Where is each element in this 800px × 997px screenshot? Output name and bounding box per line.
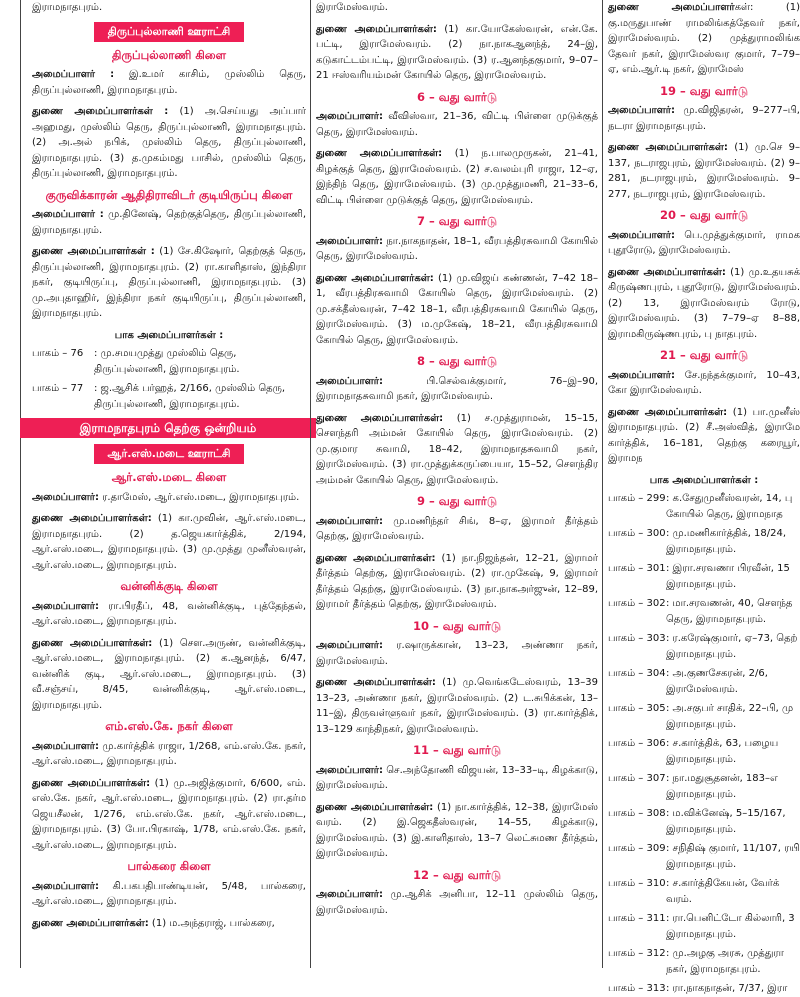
- column-3: [608, 0, 800, 994]
- entry-paragraph: [316, 887, 598, 918]
- role-label: துணை அமைப்பாளர்கள் :: [32, 106, 169, 117]
- entry-paragraph: [608, 405, 800, 467]
- branch-heading: திருப்புல்லாணி கிளை: [111, 47, 227, 62]
- entry-text: மு.தினேஷ், தெற்குத்தெரு, திருப்புல்லாணி, இராமநாதபுரம்.: [32, 209, 306, 236]
- entry-text: (1) மு.அஜித்குமார், 6/600, எம். எஸ்.கே. நகர், ஆர்.எஸ்.மடை, இராமநாதபுரம். (2) ரா.தர்ம ஜெயசீலன், 1/276, எம்.எஸ்.கே. நகர், ஆர்.எஸ்.மடை, இராமநாதபுரம். (3) போ.பிரகாஷ், 1/78, எம்.எஸ்.கே. நகர், ஆர்.எஸ்.மடை, இராமநாதபுரம்.: [32, 777, 306, 851]
- entry-paragraph: [32, 916, 306, 932]
- booth-number: பாகம் – 299: [608, 493, 666, 504]
- entry-paragraph: [32, 511, 306, 573]
- branch-heading: 10 – வது வார்டு: [412, 618, 502, 633]
- booth-number: பாகம் – 300: [608, 528, 666, 539]
- booth-entry: [608, 911, 800, 942]
- branch-heading: 6 – வது வார்டு: [416, 89, 498, 104]
- booth-entry: [608, 806, 800, 837]
- branch-heading: பால்கரை கிளை: [127, 859, 211, 873]
- section-banner: இராமநாதபுரம் தெற்கு ஒன்றியம்: [20, 418, 316, 438]
- role-label: துணை அமைப்பாளர்கள்:: [316, 23, 437, 35]
- booth-entry: [608, 701, 800, 732]
- booth-organiser: : ரா.நாகநாதன், 7/37, இரா: [666, 983, 788, 994]
- entry-paragraph: [32, 244, 306, 322]
- booth-entry: [608, 771, 800, 802]
- role-label: அமைப்பாளர்:: [316, 111, 383, 122]
- booth-number: பாகம் – 312: [608, 948, 666, 959]
- entry-text: ர.ஷாருக்கான், 13–23, அண்ணா நகர், இராமேஸ்வரம்.: [316, 640, 598, 667]
- role-label: அமைப்பாளர்:: [32, 740, 99, 752]
- entry-paragraph: [32, 67, 306, 98]
- entry-paragraph: [608, 265, 800, 343]
- role-label: துணை அமைப்பாளர்கள்:: [32, 917, 149, 929]
- entry-text: (1) மு.செ 9–137, நடராஜபுரம், இராமேஸ்வரம். (2) 9–281, நடராஜபுரம், இராமேஸ்வரம். 9–277, நடராஜபுரம், இராமேஸ்வரம்.: [608, 142, 800, 200]
- role-label: அமைப்பாளர்:: [32, 880, 99, 892]
- booth-entry: [608, 561, 800, 592]
- role-label: துணை அமைப்பாளர்: [608, 2, 735, 13]
- entry-paragraph: [316, 234, 598, 265]
- booth-entry: [608, 596, 800, 627]
- entry-text: மு.மணிந்தர் சிங், 8–ஏ, இராமர் தீர்த்தம் தெற்கு, இராமேஸ்வரம்.: [316, 515, 598, 542]
- entry-text: (1) நா.கார்த்திக், 12–38, இராமேஸ் வரம். (2) இ.ஜெகதீஸ்வரன், 14–55, கிழக்காடு, இராமேஸ்வரம். (3) இ.காளிதாஸ், 13–7 லெட்சுமண தீர்த்தம், இராமேஸ்வரம்.: [316, 801, 598, 859]
- entry-paragraph: [32, 636, 306, 714]
- entry-paragraph: [316, 109, 598, 140]
- entry-text: பி.செல்வக்குமார், 76–இ–90, இராமநாதசுவாமி நகர், இராமேஸ்வரம்.: [316, 375, 598, 402]
- entry-text: (1) ச.முத்துராமன், 15–15, சௌந்தரி அம்மன் கோயில் தெரு, இராமேஸ்வரம். (2) மு.குமார சுவாமி, 18–42, இராமநாதசுவாமி நகர், இராமேஸ்வரம். (3) ரா.முத்துக்கருப்பையா, 15–52, சௌந்திர அம்மன் கோயில் தெரு, இராமேஸ்வரம்.: [316, 412, 598, 486]
- entry-paragraph: [32, 0, 306, 16]
- booth-entry: [32, 381, 306, 412]
- entry-paragraph: [32, 776, 306, 854]
- booth-number: பாகம் – 309: [608, 843, 666, 854]
- entry-text: ரா.பிரதீப், 48, வன்னிக்குடி, புத்தேந்தல், ஆர்.எஸ்.மடை, இராமநாதபுரம்.: [32, 600, 306, 627]
- entry-text: பெ.முத்துக்குமார், ராமக புதூரோடு, இராமேஸ்வரம்.: [608, 229, 800, 256]
- booth-number: பாகம் – 76: [32, 348, 84, 359]
- role-label: அமைப்பாளர்:: [608, 229, 675, 241]
- role-label: அமைப்பாளர்:: [316, 375, 383, 387]
- role-label: துணை அமைப்பாளர்கள்:: [316, 552, 436, 564]
- role-label: துணை அமைப்பாளர்கள்:: [316, 677, 436, 688]
- role-label: அமைப்பாளர்:: [608, 369, 675, 381]
- booth-organiser: : மு.அழகு அரசு, முத்துரா நகர், இராமநாதபுரம்.: [666, 948, 784, 975]
- section-banner: திருப்புல்லாணி ஊராட்சி: [94, 22, 244, 42]
- branch-heading: 9 – வது வார்டு: [416, 494, 498, 508]
- entry-text: (1) மு.உதயசுக் கிருஷ்ணபுரம், புதூரோடு, இராமேஸ்வரம். (2) 13, இராமேஸ்வரம் ரோடு, இராமேஸ்வரம். (3) 7–79–ஏ 8–88, இராமகிருஷ்ணபுரம், பு நாதபுரம்.: [608, 266, 800, 340]
- entry-text: (1) நா.நிஜந்தன், 12–21, இராமர் தீர்த்தம் தெற்கு, இராமேஸ்வரம். (2) ரா.முகேஷ், 9, இராமர் தீர்த்தம் தெற்கு, இராமேஸ்வரம். (3) நா.நாகஅர்ஜுன், 12–89, இராமர் தீர்த்தம் தெற்கு, இராமேஸ்வரம்.: [316, 552, 598, 610]
- left-margin-fragments: [0, 0, 20, 968]
- entry-text: (1) மு.விஜய் கண்ணன், 7–42 18–1, வீரபத்திரசுவாமி கோயில் தெரு, இராமேஸ்வரம். (2) மு.சக்தீஸ்வரன், 7–42 18–1, வீரபத்திரசுவாமி கோயில் தெரு, இராமேஸ்வரம். (3) ம.முகேஷ், 18–21, வீரபத்திரசுவாமி கோயில் தெரு, இராமேஸ்வரம்.: [316, 272, 598, 346]
- booth-organiser: : ஜ.ஆசிக் பர்ஹத், 2/166, முஸ்லிம் தெரு, திருப்புல்லாணி, இராமநாதபுரம்.: [94, 383, 286, 410]
- booth-organiser: : சநிதிஷ் குமார், 11/107, ரயி இராமநாதபுரம்.: [666, 843, 800, 870]
- role-label: துணை அமைப்பாளர்கள்:: [32, 513, 152, 524]
- role-label: அமைப்பாளர்:: [316, 640, 383, 651]
- column-rule: [310, 0, 311, 968]
- entry-text: மு.கார்த்திக் ராஜா, 1/268, எம்.எஸ்.கே. நகர், ஆர்.எஸ்.மடை, இராமநாதபுரம்.: [32, 740, 306, 767]
- role-label: அமைப்பாளர்:: [608, 105, 675, 116]
- booth-number: பாகம் – 302: [608, 598, 666, 609]
- booth-organiser: : மா.சரவணன், 40, சௌந்த தெரு, இராமநாதபுரம்.: [666, 598, 793, 625]
- entry-text: (1) கா.முவின், ஆர்.எஸ்.மடை, இராமநாதபுரம். (2) த.ஜெயகார்த்திக், 2/194, ஆர்.எஸ்.மடை, இராமநாதபுரம். (3) மு.முத்து முனீஸ்வரன், ஆர்.எஸ்.மடை, இராமநாதபுரம்.: [32, 513, 306, 571]
- sub-heading: பாக அமைப்பாளர்கள் :: [649, 474, 759, 486]
- entry-paragraph: [316, 146, 598, 208]
- booth-organiser: : ர.கரேஷ்குமார், ஏ–73, தெற் இராமநாதபுரம்.: [666, 633, 798, 660]
- booth-entry: [608, 666, 800, 697]
- branch-heading: வன்னிக்குடி கிளை: [120, 579, 218, 593]
- entry-text: (1) சௌ.அருண், வன்னிக்குடி, ஆர்.எஸ்.மடை, இராமநாதபுரம். (2) க.ஆனந்த், 6/47, வன்னிக் குடி, ஆர்.எஸ்.மடை, இராமநாதபுரம். (3) வீ.சஞ்சய், 8/45, வன்னிக்குடி, ஆர்.எஸ்.மடை, இராமநாதபுரம்.: [32, 637, 306, 711]
- entry-paragraph: [316, 638, 598, 669]
- role-label: அமைப்பாளர்:: [316, 515, 383, 527]
- role-label: அமைப்பாளர்:: [32, 491, 99, 503]
- entry-text: நா.நாகநாதன், 18–1, வீரபத்திரசுவாமி கோயில் தெரு, இராமேஸ்வரம்.: [316, 235, 598, 262]
- entry-paragraph: [608, 368, 800, 399]
- entry-text: கள்: (1) கு.மருதுபாண் ராமலிங்கத்தேவர் நகர், இராமேஸ்வரம். (2) முத்துராமலிங்க தேவர் நகர், இராமேஸ்வர குமார், 7–79–ஏ, எம்.ஆர்.டி நகர், இராமேஸ்: [608, 2, 800, 75]
- branch-heading: 12 – வது வார்டு: [412, 867, 502, 882]
- entry-text: வீவிஸ்வா, 21–36, விட்டி பிள்ளை முடுக்குத் தெரு, இராமேஸ்வரம்.: [316, 111, 598, 138]
- entry-text: இ.உமர் காசிம், முஸ்லிம் தெரு, திருப்புல்லாணி, இராமநாதபுரம்.: [32, 69, 306, 96]
- role-label: அமைப்பாளர் :: [32, 69, 115, 80]
- booth-organiser: : க.சேதுமுனீஸ்வரன், 14, பு கோயில் தெரு, இராமநாத: [666, 493, 793, 520]
- booth-organiser: : மு.சமயமுத்து முஸ்லிம் தெரு, திருப்புல்லாணி, இராமநாதபுரம்.: [94, 348, 240, 375]
- entry-paragraph: [608, 140, 800, 202]
- entry-text: மு.விஜிதரன், 9–277–பி, நடரா இராமநாதபுரம்.: [608, 105, 800, 132]
- entry-paragraph: [32, 879, 306, 910]
- column-rule: [602, 0, 603, 968]
- booth-entry: [608, 946, 800, 977]
- sub-heading: பாக அமைப்பாளர்கள் :: [114, 329, 224, 341]
- entry-text: மு.ஆசிக் அனிபா, 12–11 முஸ்லிம் தெரு, இராமேஸ்வரம்.: [316, 889, 598, 916]
- booth-entry: [608, 981, 800, 997]
- entry-paragraph: [32, 207, 306, 238]
- entry-paragraph: [608, 228, 800, 259]
- entry-paragraph: [316, 514, 598, 545]
- role-label: அமைப்பாளர்:: [316, 889, 383, 900]
- booth-organiser: : நா.மதுசூதனன், 183–எ இராமநாதபுரம்.: [666, 773, 778, 800]
- role-label: துணை அமைப்பாளர்கள் :: [32, 246, 155, 257]
- booth-organiser: : ம.விக்னேஷ், 5–15/167, இராமநாதபுரம்.: [666, 808, 786, 835]
- entry-text: ர.தாமேஸ், ஆர்.எஸ்.மடை, இராமநாதபுரம்.: [98, 491, 300, 503]
- booth-number: பாகம் – 310: [608, 878, 666, 889]
- booth-number: பாகம் – 313: [608, 983, 666, 994]
- booth-entry: [608, 736, 800, 767]
- branch-heading: குருவிக்காரன் ஆதிதிராவிடர் குடியிருப்பு கிளை: [45, 187, 293, 202]
- entry-paragraph: [608, 0, 800, 78]
- entry-text: (1) அ.செய்யது அப்பார் அஹமது, முஸ்லிம் தெரு, திருப்புல்லாணி, இராமநாதபுரம். (2) அ.அல் நபிக், முஸ்லிம் தெரு, திருப்புல்லாணி, இராமநாதபுரம். (3) த.முகம்மது பாசில், முஸ்லிம் தெரு, திருப்புல்லாணி, இராமநாதபுரம்.: [32, 106, 306, 179]
- booth-organiser: : ரா.பெனிட்டோ கில்லாரி, 3 இராமநாதபுரம்.: [666, 913, 795, 940]
- role-label: துணை அமைப்பாளர்கள்:: [608, 142, 728, 153]
- column-2: [316, 0, 608, 968]
- entry-text: (1) கா.யோகேஸ்வரன், என்.கே. பட்டி, இராமேஸ்வரம். (2) நா.நாகஆனந்த், 24–இ, கடுகாட்டம்பட்டி, இராமேஸ்வரம். (3) ர.ஆனந்தகுமார், 9–07–21 ஈஸ்வரியம்மன் கோயில் தெரு, இராமேஸ்வரம்.: [316, 23, 598, 81]
- entry-text: இராமநாதபுரம்.: [32, 2, 103, 13]
- booth-number: பாகம் – 307: [608, 773, 666, 784]
- booth-organiser: : அ.சகுபர் சாதிக், 22–பி, மு இராமநாதபுரம்.: [666, 703, 794, 730]
- entry-paragraph: [316, 675, 598, 737]
- booth-entry: [32, 346, 306, 377]
- branch-heading: ஆர்.எஸ்.மடை கிளை: [111, 470, 227, 484]
- booth-entry: [608, 526, 800, 557]
- branch-heading: 8 – வது வார்டு: [416, 354, 498, 368]
- branch-heading: 7 – வது வார்டு: [416, 214, 498, 228]
- entry-paragraph: [316, 271, 598, 349]
- booth-entry: [608, 841, 800, 872]
- entry-text: சே.நந்தக்குமார், 10–43, கோ இராமேஸ்வரம்.: [608, 369, 800, 396]
- entry-text: (1) மு.வெங்கடேஸ்வரம், 13–39 13–23, அண்ணா நகர், இராமேஸ்வரம். (2) ட.சுபிக்கன், 13–11–இ, திருவள்ளுவர் நகர், இராமேஸ்வரம். (3) ரா.கார்த்திக், 13–129 காந்திநகர், இராமேஸ்வரம்.: [316, 677, 598, 735]
- entry-paragraph: [316, 800, 598, 862]
- booth-number: பாகம் – 77: [32, 383, 84, 394]
- booth-organiser: : ச.கார்த்திகேயன், வேர்க் வரம்.: [666, 878, 780, 905]
- booth-number: பாகம் – 304: [608, 668, 666, 679]
- role-label: அமைப்பாளர்:: [316, 235, 383, 247]
- branch-heading: 19 – வது வார்டு: [659, 83, 749, 98]
- booth-number: பாகம் – 305: [608, 703, 666, 714]
- role-label: அமைப்பாளர்:: [316, 764, 383, 776]
- column-1: [20, 0, 316, 968]
- branch-heading: எம்.எஸ்.கே. நகர் கிளை: [105, 719, 233, 733]
- booth-organiser: : ச.கார்த்திக், 63, பழைய இராமநாதபுரம்.: [666, 738, 779, 765]
- entry-paragraph: [316, 374, 598, 405]
- role-label: துணை அமைப்பாளர்கள்:: [32, 637, 153, 649]
- role-label: துணை அமைப்பாளர்கள்:: [316, 272, 434, 284]
- booth-organiser: : அ.குணசேகரன், 2/6, இராமேஸ்வரம்.: [666, 668, 768, 695]
- role-label: அமைப்பாளர் :: [32, 209, 104, 220]
- booth-number: பாகம் – 303: [608, 633, 666, 644]
- booth-number: பாகம் – 308: [608, 808, 666, 819]
- entry-text: (1) பா.முனீஸ் இராமநாதபுரம். (2) சீ.அஸ்வித், இராமே கார்த்திக், 16–181, தெற்கு கரையூர், இராமந: [608, 406, 800, 464]
- section-banner: ஆர்.எஸ்.மடை ஊராட்சி: [94, 444, 244, 464]
- entry-paragraph: [608, 103, 800, 134]
- entry-text: கி.பகபதிபாண்டியன், 5/48, பால்கரை, ஆர்.எஸ்.மடை, இராமநாதபுரம்.: [32, 880, 306, 907]
- booth-number: பாகம் – 306: [608, 738, 666, 749]
- role-label: துணை அமைப்பாளர்கள்:: [608, 266, 726, 278]
- branch-heading: 21 – வது வார்டு: [659, 348, 749, 362]
- entry-paragraph: [32, 104, 306, 182]
- branch-heading: 20 – வது வார்டு: [659, 208, 749, 222]
- booth-organiser: : இரா.சரவணா பிரவீன், 15 இராமநாதபுரம்.: [666, 563, 790, 590]
- booth-organiser: : மு.மணிகார்த்திக், 18/24, இராமநாதபுரம்.: [666, 528, 787, 555]
- booth-entry: [608, 876, 800, 907]
- booth-entry: [608, 491, 800, 522]
- booth-number: பாகம் – 311: [608, 913, 666, 924]
- entry-paragraph: [32, 490, 306, 506]
- entry-text: (1) ந.பாலமுருகன், 21–41, கிழக்குத் தெரு, இராமேஸ்வரம். (2) ச.வலம்புரி ராஜா, 12–ஏ, இந்திந் தெரு, இராமேஸ்வரம். (3) மு.முத்துமணி, 21–33–6, விட்டி பிள்ளை முடுக்குத் தெரு, இராமேஸ்வரம்.: [316, 148, 598, 206]
- entry-text: (1) சே.கிஷோர், தெற்குத் தெரு, திருப்புல்லாணி, இராமநாதபுரம். (2) ரா.காளிதாஸ், இந்திரா நகர், குடியிருப்பு, திருப்புல்லாணி, இராமநாதபுரம். (3) மு.அபுதாஹிர், இந்திரா நகர் குடியிருப்பு, திருப்புல்லாணி, இராமநாதபுரம்.: [32, 246, 306, 319]
- entry-paragraph: [32, 599, 306, 630]
- booth-entry: [608, 631, 800, 662]
- entry-text: இராமேஸ்வரம்.: [316, 2, 388, 13]
- entry-paragraph: [32, 739, 306, 770]
- role-label: துணை அமைப்பாளர்கள்:: [316, 148, 443, 159]
- role-label: துணை அமைப்பாளர்கள்:: [32, 777, 151, 789]
- entry-paragraph: [316, 0, 598, 16]
- entry-paragraph: [316, 22, 598, 84]
- entry-paragraph: [316, 551, 598, 613]
- entry-text: செ.அந்தோணி விஜயன், 13–33–டி, கிழக்காடு, இராமேஸ்வரம்.: [316, 764, 598, 791]
- entry-paragraph: [316, 411, 598, 489]
- booth-number: பாகம் – 301: [608, 563, 666, 574]
- role-label: அமைப்பாளர்:: [32, 600, 99, 612]
- entry-text: (1) ம.அந்தராஜ், பால்கரை,: [148, 917, 275, 929]
- branch-heading: 11 – வது வார்டு: [412, 743, 502, 757]
- role-label: துணை அமைப்பாளர்கள்:: [316, 801, 434, 813]
- role-label: துணை அமைப்பாளர்கள்:: [316, 412, 444, 424]
- entry-paragraph: [316, 763, 598, 794]
- role-label: துணை அமைப்பாளர்கள்:: [608, 406, 728, 418]
